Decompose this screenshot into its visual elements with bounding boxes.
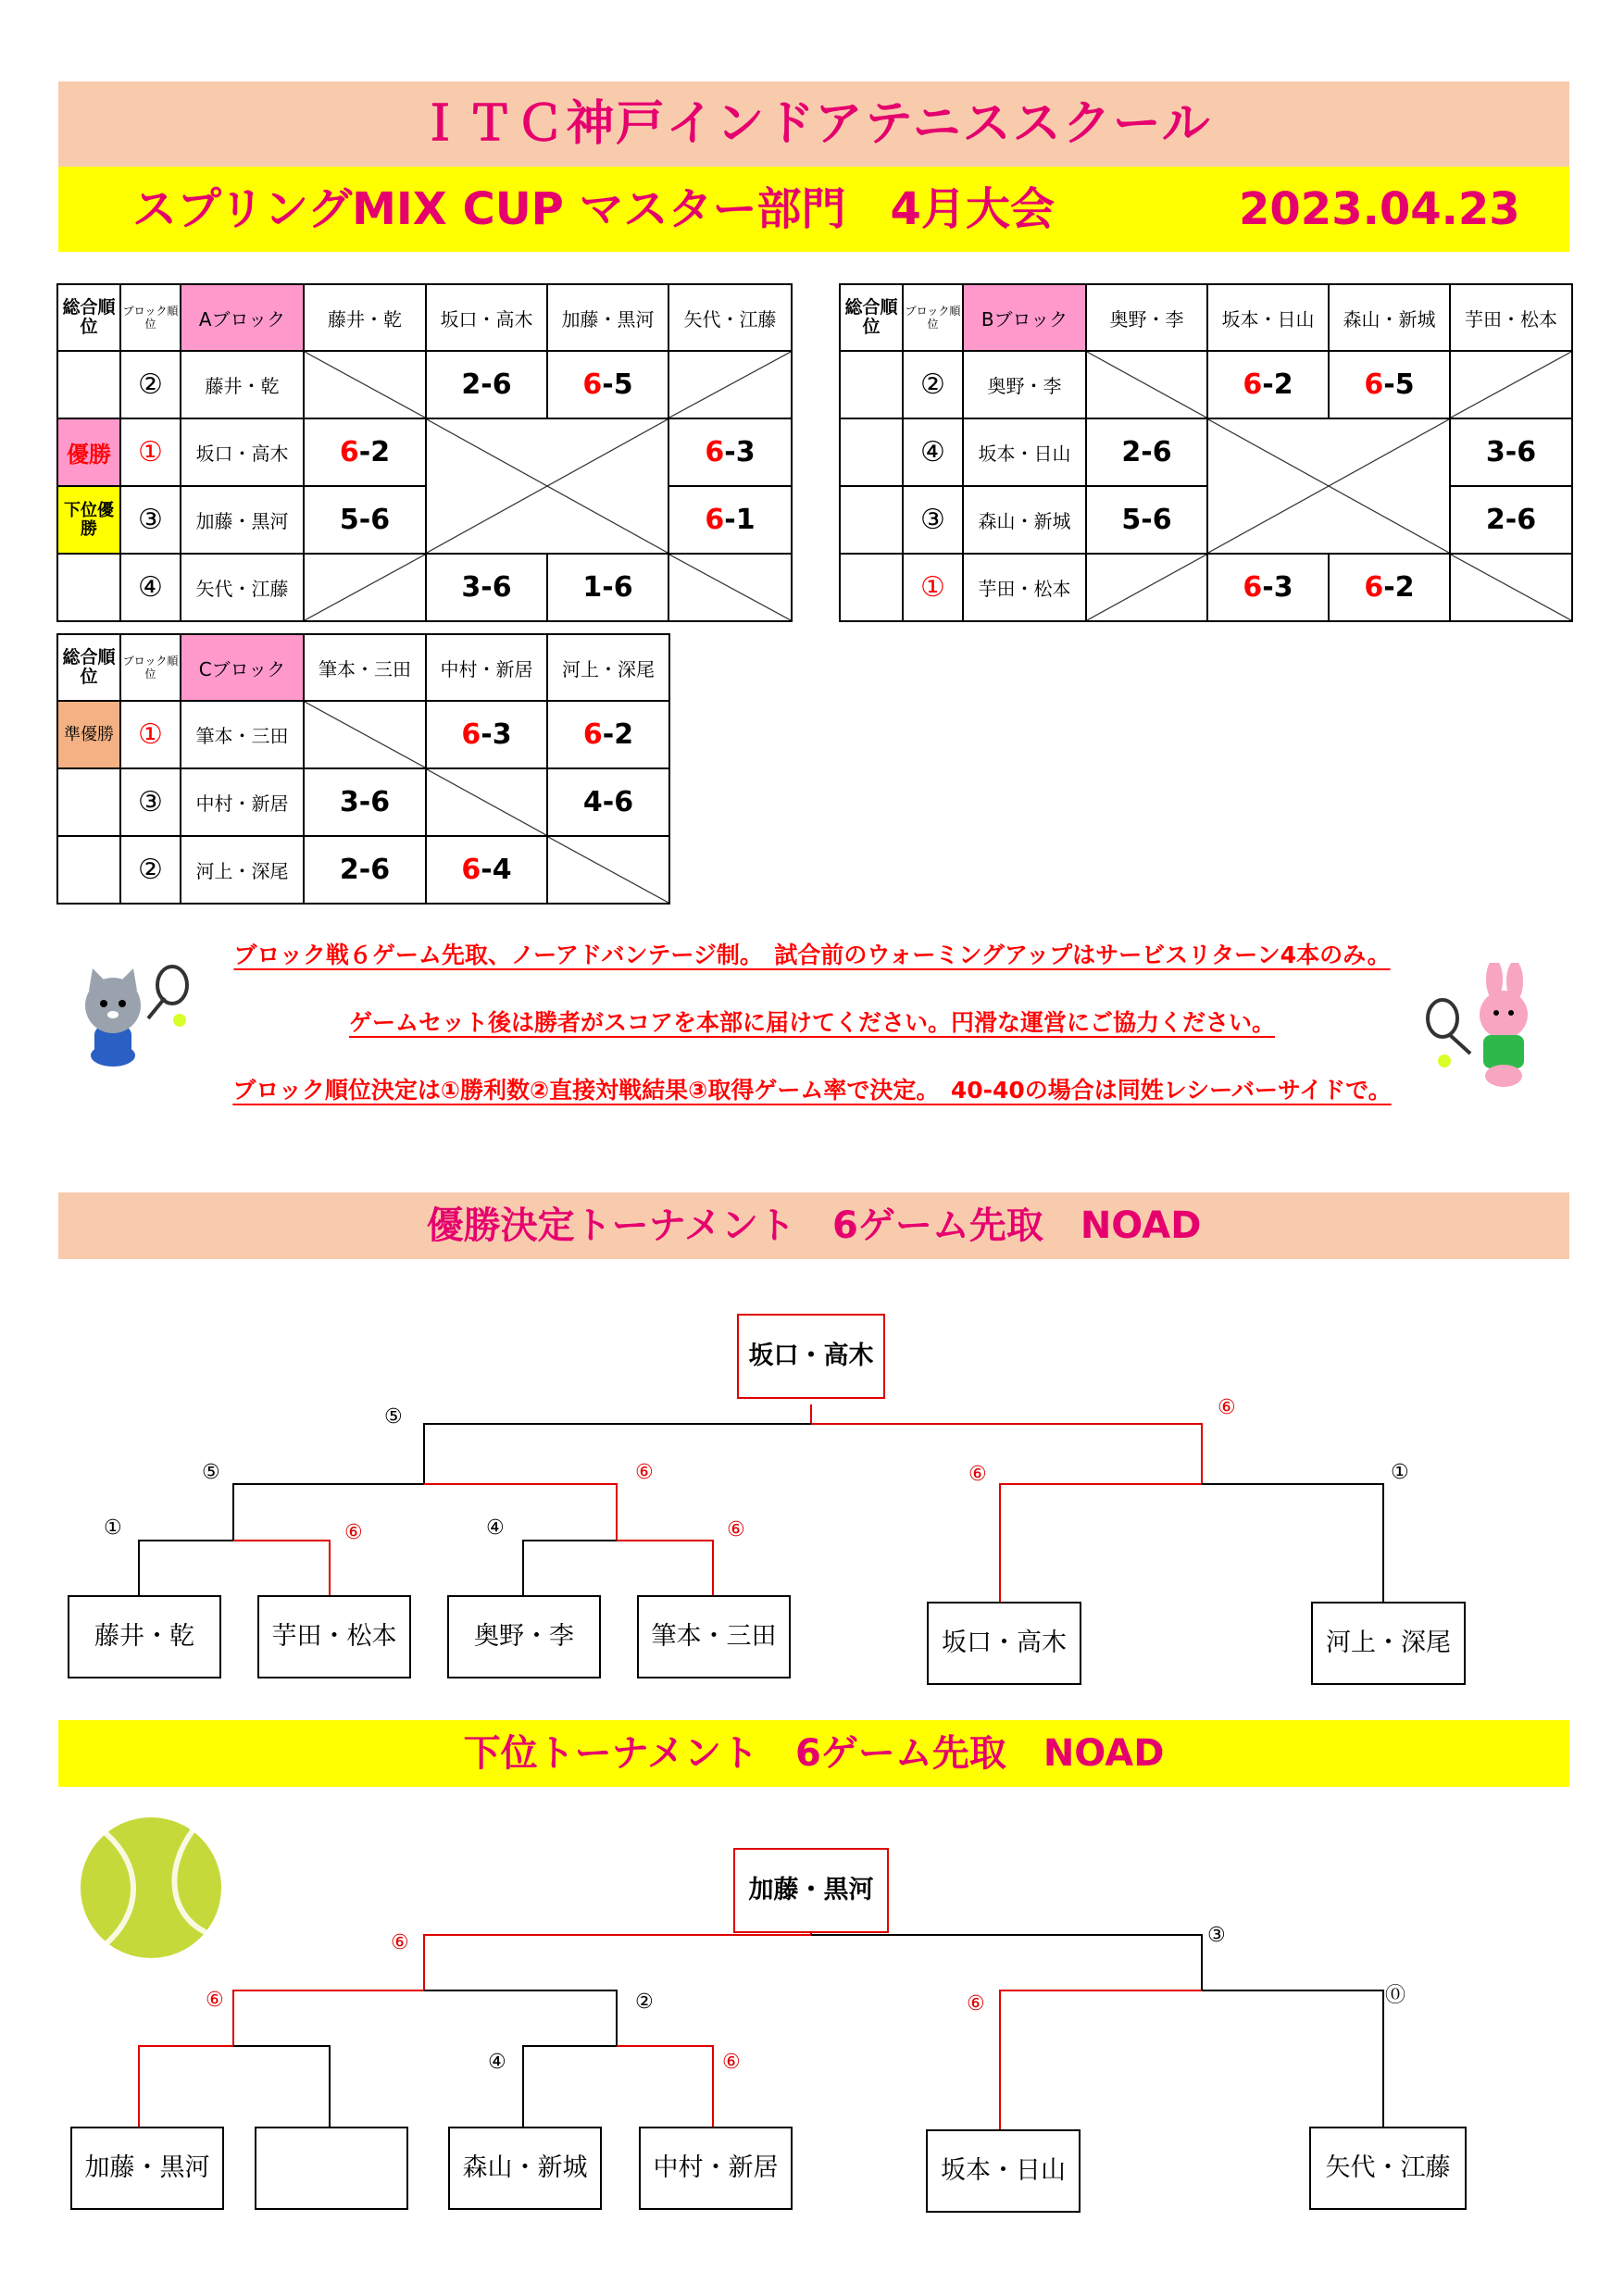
score-label: ⑥ (1218, 1396, 1236, 1419)
score-win: 6 (705, 436, 725, 468)
score-cell (547, 351, 668, 418)
score-cell (668, 418, 792, 486)
block-rank-header: ブロック順位 (903, 284, 963, 351)
col-header: 筆本・三田 (304, 634, 426, 701)
row-name: 坂本・日山 (963, 418, 1086, 486)
score-label: ④ (488, 2051, 506, 2074)
score-label: ④ (486, 1516, 505, 1540)
score-label: ⓪ (1385, 1984, 1406, 2007)
bracket-line (1000, 1990, 1202, 2129)
block-rank: ① (120, 701, 181, 768)
col-header: 芋田・松本 (1450, 284, 1572, 351)
diagonal-cell (426, 418, 668, 554)
score-win: 6 (461, 718, 481, 751)
overall-rank-lower-winner: 下位優勝 (57, 486, 120, 554)
col-header: 中村・新居 (426, 634, 547, 701)
player-box: 中村・新居 (639, 2127, 793, 2210)
col-header: 河上・深尾 (547, 634, 669, 701)
score-cell (1207, 351, 1329, 418)
overall-rank-runner-up: 準優勝 (57, 701, 120, 768)
bracket-line (424, 1484, 617, 1541)
score-label: ① (104, 1516, 122, 1540)
score-label: ① (1391, 1461, 1409, 1484)
bracket-line (139, 1541, 233, 1595)
diagonal-cell (1086, 351, 1207, 418)
score-cell: 2-6 (1086, 418, 1207, 486)
bracket-line (233, 1484, 424, 1541)
player-box: 加藤・黒河 (70, 2127, 224, 2210)
cat-tennis-icon (76, 963, 196, 1069)
rule-note-3: ブロック順位決定は①勝利数②直接対戦結果③取得ゲーム率で決定。 40-40の場合は同姓レシーバーサイドで。 (232, 1077, 1392, 1104)
overall-rank (840, 554, 903, 621)
block-rank: ② (903, 351, 963, 418)
score-cell (547, 701, 669, 768)
score-cell: 5-6 (1086, 486, 1207, 554)
bracket-line (233, 1990, 424, 2046)
row-name: 河上・深尾 (181, 836, 304, 904)
score-loss: -3 (724, 436, 756, 468)
block-rank-header: ブロック順位 (120, 634, 181, 701)
rabbit-tennis-icon (1422, 963, 1543, 1092)
score-win: 6 (1243, 571, 1263, 604)
score-win: 6 (1364, 368, 1384, 401)
score-cell (426, 836, 547, 904)
block-rank: ① (120, 418, 181, 486)
score-win: 6 (582, 718, 603, 751)
overall-rank (57, 836, 120, 904)
overall-rank-header: 総合順位 (57, 284, 120, 351)
score-loss: -2 (1262, 368, 1293, 401)
player-box: 矢代・江藤 (1309, 2127, 1467, 2210)
player-box: 坂本・日山 (926, 2129, 1081, 2213)
col-header: 矢代・江藤 (668, 284, 792, 351)
score-label: ⑤ (202, 1461, 220, 1484)
diagonal-cell (304, 554, 426, 621)
block-c-name: Cブロック (181, 634, 304, 701)
player-box-empty (255, 2127, 408, 2210)
player-box: 芋田・松本 (257, 1595, 411, 1678)
overall-rank-header: 総合順位 (57, 634, 120, 701)
score-cell: 1-6 (547, 554, 668, 621)
block-b-name: Bブロック (963, 284, 1086, 351)
score-cell: 3-6 (426, 554, 547, 621)
lower-tournament-title: 下位トーナメント 6ゲーム先取 NOAD (58, 1720, 1569, 1787)
player-box: 坂口・高木 (927, 1602, 1081, 1685)
diagonal-cell (304, 351, 426, 418)
score-label: ⑥ (391, 1931, 409, 1954)
block-rank: ④ (120, 554, 181, 621)
row-name: 加藤・黒河 (181, 486, 304, 554)
score-win: 6 (705, 504, 725, 536)
diagonal-cell (1450, 351, 1572, 418)
player-box: 河上・深尾 (1311, 1602, 1466, 1685)
score-win: 6 (339, 436, 359, 468)
score-cell (304, 418, 426, 486)
score-cell (1207, 554, 1329, 621)
bracket-line (811, 1935, 1202, 1990)
score-win: 6 (582, 368, 603, 401)
col-header: 藤井・乾 (304, 284, 426, 351)
bracket-line (139, 2046, 233, 2127)
score-cell: 2-6 (426, 351, 547, 418)
col-header: 奥野・李 (1086, 284, 1207, 351)
block-rank: ③ (120, 768, 181, 836)
bracket-line (424, 1990, 617, 2046)
bracket-line (233, 1541, 330, 1595)
main-tournament-title: 優勝決定トーナメント 6ゲーム先取 NOAD (58, 1192, 1569, 1259)
score-win: 6 (1364, 571, 1384, 604)
diagonal-cell (668, 351, 792, 418)
overall-rank (840, 351, 903, 418)
score-label: ⑥ (722, 2051, 741, 2074)
block-rank: ③ (120, 486, 181, 554)
diagonal-cell (1086, 554, 1207, 621)
row-name: 奥野・李 (963, 351, 1086, 418)
row-name: 坂口・高木 (181, 418, 304, 486)
row-name: 芋田・松本 (963, 554, 1086, 621)
col-header: 坂本・日山 (1207, 284, 1329, 351)
bracket-line (617, 1541, 713, 1595)
block-a-table (56, 283, 793, 622)
overall-rank-header: 総合順位 (840, 284, 903, 351)
block-a-name: Aブロック (181, 284, 304, 351)
diagonal-cell (1450, 554, 1572, 621)
diagonal-cell (304, 701, 426, 768)
score-loss: -2 (1383, 571, 1415, 604)
bracket-line (523, 1541, 617, 1595)
row-name: 藤井・乾 (181, 351, 304, 418)
block-rank-header: ブロック順位 (120, 284, 181, 351)
score-cell: 2-6 (304, 836, 426, 904)
block-b-table (839, 283, 1573, 622)
bracket-line (1202, 1990, 1383, 2129)
block-rank: ② (120, 836, 181, 904)
block-c-table (56, 633, 670, 905)
score-cell: 3-6 (304, 768, 426, 836)
score-loss: -1 (724, 504, 756, 536)
event-title: スプリングMIX CUP マスター部門 4月大会 (132, 183, 1055, 235)
player-box: 藤井・乾 (68, 1595, 221, 1678)
score-loss: -2 (358, 436, 391, 468)
col-header: 森山・新城 (1329, 284, 1450, 351)
score-loss: -3 (1262, 571, 1293, 604)
overall-rank (57, 768, 120, 836)
score-loss: -5 (602, 368, 633, 401)
score-label: ⑤ (384, 1405, 403, 1429)
score-cell: 4-6 (547, 768, 669, 836)
bracket-line (424, 1935, 811, 1990)
score-cell (1329, 554, 1450, 621)
score-label: ⑥ (967, 1992, 985, 2015)
score-cell: 3-6 (1450, 418, 1572, 486)
score-cell: 2-6 (1450, 486, 1572, 554)
bracket-line (1000, 1484, 1202, 1602)
score-loss: -4 (481, 854, 512, 886)
event-title-bar (58, 167, 1569, 252)
lower-winner-box: 加藤・黒河 (733, 1848, 889, 1933)
main-winner-box: 坂口・高木 (737, 1314, 885, 1399)
score-cell (668, 486, 792, 554)
bracket-line (1202, 1484, 1383, 1602)
score-label: ⑥ (968, 1463, 987, 1486)
score-loss: -2 (602, 718, 634, 751)
block-rank: ① (903, 554, 963, 621)
player-box: 筆本・三田 (637, 1595, 791, 1678)
score-label: ③ (1207, 1924, 1226, 1947)
event-date: 2023.04.23 (1239, 183, 1520, 235)
score-win: 6 (1243, 368, 1263, 401)
bracket-line (424, 1424, 811, 1484)
row-name: 矢代・江藤 (181, 554, 304, 621)
diagonal-cell (426, 768, 547, 836)
bracket-line (617, 2046, 713, 2127)
block-rank: ④ (903, 418, 963, 486)
bracket-line (233, 2046, 330, 2127)
player-box: 奥野・李 (447, 1595, 601, 1678)
block-rank: ③ (903, 486, 963, 554)
overall-rank (57, 554, 120, 621)
score-label: ⑥ (635, 1461, 654, 1484)
diagonal-cell (547, 836, 669, 904)
player-box: 森山・新城 (448, 2127, 602, 2210)
rule-note-2: ゲームセット後は勝者がスコアを本部に届けてください。円滑な運営にご協力ください。 (348, 1009, 1275, 1036)
overall-rank (57, 351, 120, 418)
score-label: ② (635, 1990, 654, 2014)
bracket-line (811, 1424, 1202, 1484)
score-loss: -3 (481, 718, 512, 751)
overall-rank (840, 418, 903, 486)
block-rank: ② (120, 351, 181, 418)
overall-rank-winner: 優勝 (57, 418, 120, 486)
score-label: ⑥ (206, 1989, 224, 2012)
diagonal-cell (1207, 418, 1450, 554)
score-win: 6 (461, 854, 481, 886)
col-header: 加藤・黒河 (547, 284, 668, 351)
overall-rank (840, 486, 903, 554)
score-label: ⑥ (727, 1518, 745, 1541)
row-name: 中村・新居 (181, 768, 304, 836)
row-name: 森山・新城 (963, 486, 1086, 554)
score-cell (426, 701, 547, 768)
score-cell (1329, 351, 1450, 418)
diagonal-cell (668, 554, 792, 621)
rule-note-1: ブロック戦６ゲーム先取、ノーアドバンテージ制。 試合前のウォーミングアップはサービスリターン4本のみ。 (233, 942, 1391, 968)
score-label: ⑥ (344, 1521, 363, 1544)
score-loss: -5 (1383, 368, 1415, 401)
col-header: 坂口・高木 (426, 284, 547, 351)
row-name: 筆本・三田 (181, 701, 304, 768)
score-cell: 5-6 (304, 486, 426, 554)
bracket-line (523, 2046, 617, 2127)
school-title: ＩＴＣ神戸インドアテニススクール (58, 81, 1569, 167)
